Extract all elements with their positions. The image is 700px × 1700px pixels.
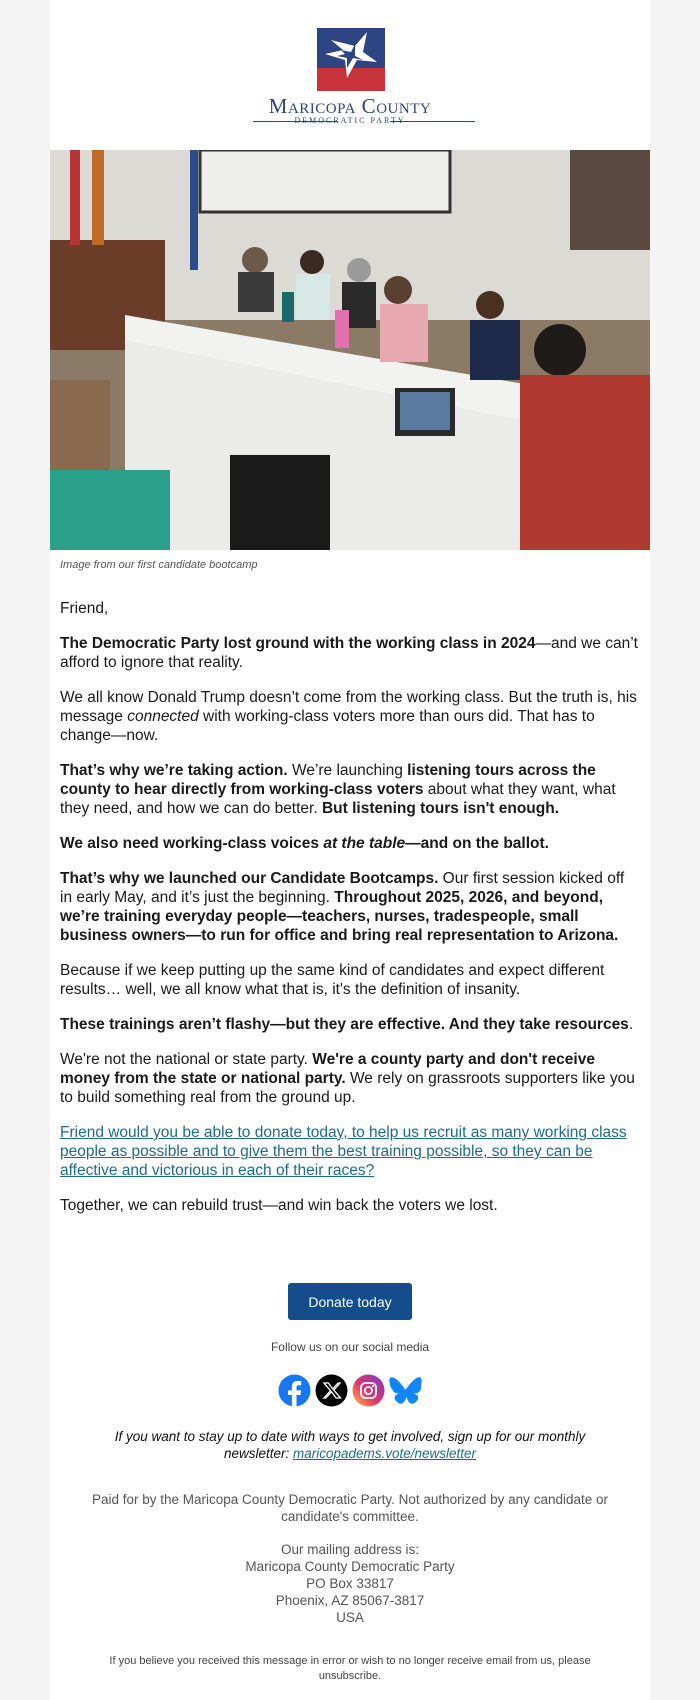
paragraph-2: We all know Donald Trump doesn’t come from the working class. But the truth is, his message connected with working-class voters more than ours did. That has to change—now. xyxy=(60,689,637,744)
star-flag-icon xyxy=(317,28,385,91)
unsubscribe-note: If you believe you received this message in error or wish to no longer receive email from us, please unsubscribe. xyxy=(109,1655,591,1682)
mailing-address xyxy=(50,1541,650,1626)
logo-name: Maricopa County xyxy=(268,94,432,118)
paragraph-1: The Democratic Party lost ground with the working class in 2024—and we can’t afford to ignore that reality. xyxy=(60,635,638,671)
follow-text: Follow us on our social media xyxy=(270,1340,430,1354)
paragraph-4: We also need working-class voices at the table—and on the ballot. xyxy=(60,835,549,852)
photo-caption: Image from our first candidate bootcamp xyxy=(60,559,258,571)
paragraph-5: That’s why we launched our Candidate Bootcamps. Our first session kicked off in early May, and it’s just the beginning. Throughout 2025, 2026, and beyond, we’re training everyday people—teachers, nurses, tradespeople, small business owners—to run for office and bring real representation to Arizona. xyxy=(60,870,625,944)
bluesky-icon[interactable] xyxy=(389,1374,422,1407)
unsubscribe-link[interactable]: unsubscribe. xyxy=(318,1670,382,1682)
hero-photo xyxy=(50,150,650,550)
greeting: Friend, xyxy=(60,600,109,617)
paragraph-10: Together, we can rebuild trust—and win back the voters we lost. xyxy=(60,1197,498,1214)
paid-for-disclaimer: Paid for by the Maricopa County Democratic Party. Not authorized by any candidate or candidate's committee. xyxy=(91,1492,608,1524)
paragraph-3: That’s why we’re taking action. We’re launching listening tours across the county to hear directly from working-class voters about what they want, what they need, and how we can do better. But listening tours isn't enough. xyxy=(60,762,616,817)
instagram-icon[interactable] xyxy=(352,1374,385,1407)
logo[interactable] xyxy=(50,28,650,128)
paragraph-6: Because if we keep putting up the same kind of candidates and expect different results… well, we all know what that is, it's the definition of insanity. xyxy=(60,962,605,998)
donate-ask-link[interactable]: Friend would you be able to donate today, to help us recruit as many working class people as possible and to give them the best training possible, so they can be affective and victorious in each of their races? xyxy=(60,1124,627,1179)
donate-button[interactable]: Donate today xyxy=(288,1283,412,1320)
paragraph-7: These trainings aren’t flashy—but they are effective. And they take resources. xyxy=(60,1016,634,1033)
paragraph-8: We're not the national or state party. We're a county party and don't receive money from the state or national party. We rely on grassroots supporters like you to build something real from the ground up. xyxy=(60,1051,635,1106)
address-intro: Our mailing address is: xyxy=(280,1542,420,1557)
paragraph-9 xyxy=(60,1123,640,1180)
address-line: Maricopa County Democratic Party xyxy=(245,1559,455,1574)
address-line: PO Box 33817 xyxy=(306,1576,394,1591)
email-body xyxy=(60,599,640,1231)
social-icons xyxy=(278,1374,424,1407)
x-icon[interactable] xyxy=(315,1374,348,1407)
email-card xyxy=(50,0,650,1700)
address-line: Phoenix, AZ 85067-3817 xyxy=(275,1593,425,1608)
newsletter-note: If you want to stay up to date with ways to get involved, sign up for our monthly newsletter: maricopadems.vote/newsletter xyxy=(114,1429,586,1461)
newsletter-link[interactable]: maricopadems.vote/newsletter xyxy=(292,1446,477,1461)
facebook-icon[interactable] xyxy=(278,1374,311,1407)
address-line: USA xyxy=(336,1610,364,1625)
logo-subtitle: DEMOCRATIC PARTY xyxy=(294,116,406,125)
